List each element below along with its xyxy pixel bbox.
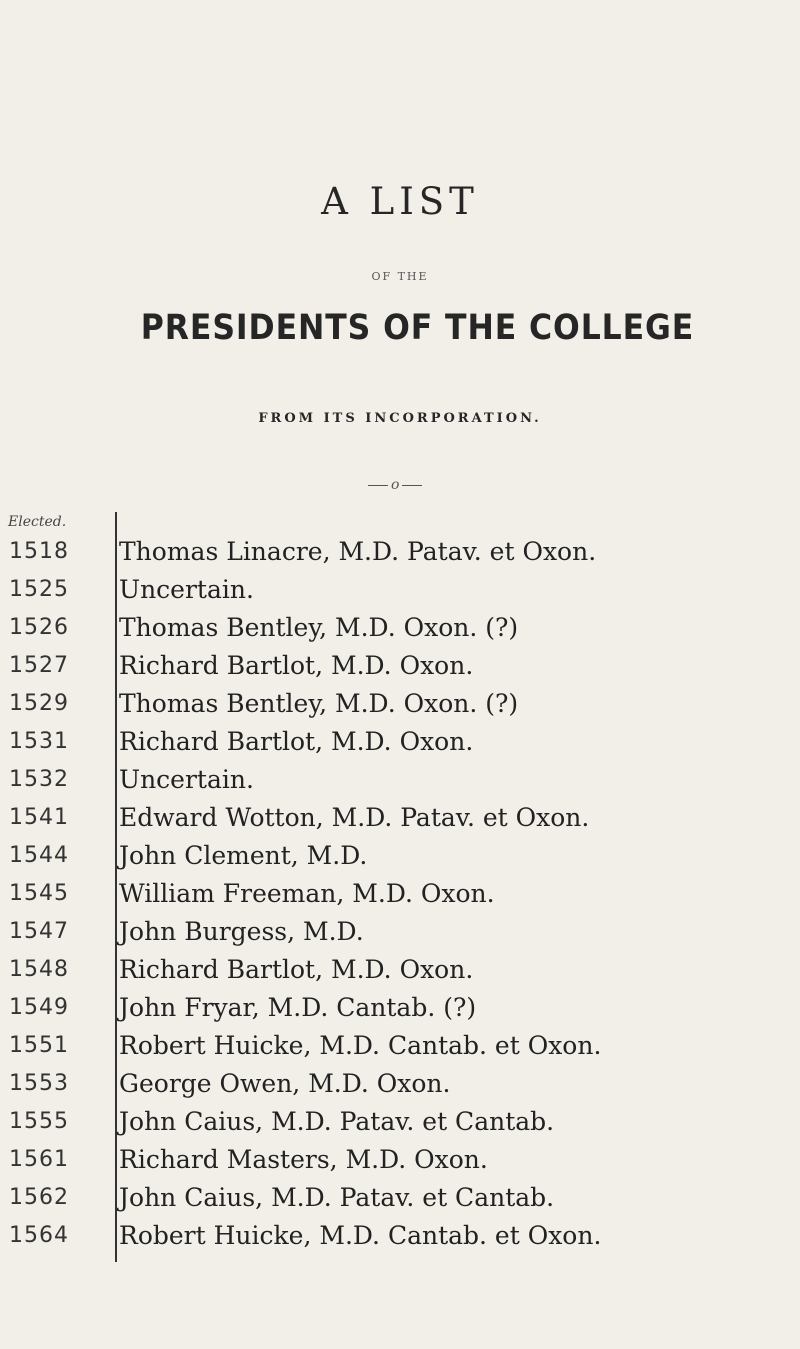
list-item	[0, 722, 800, 760]
list-item	[0, 760, 800, 798]
president-name: Thomas Bentley, M.D. Oxon. (?)	[119, 612, 519, 642]
list-item	[0, 836, 800, 874]
president-name: Uncertain.	[119, 574, 254, 604]
elected-year: 1532	[9, 766, 69, 792]
elected-year: 1529	[9, 690, 69, 716]
president-name: Uncertain.	[119, 764, 254, 794]
president-name: George Owen, M.D. Oxon.	[119, 1068, 451, 1098]
from-line: FROM ITS INCORPORATION.	[258, 411, 542, 426]
elected-year: 1525	[9, 576, 69, 602]
president-name: Richard Bartlot, M.D. Oxon.	[119, 954, 474, 984]
list-item	[0, 912, 800, 950]
presidents-list	[0, 532, 800, 1254]
divider-rule-left	[368, 485, 388, 486]
list-item	[0, 874, 800, 912]
elected-year: 1551	[9, 1032, 69, 1058]
page-title: A LIST	[321, 180, 479, 223]
elected-year: 1545	[9, 880, 69, 906]
list-item	[0, 1064, 800, 1102]
elected-year: 1541	[9, 804, 69, 830]
section-divider	[365, 477, 425, 493]
list-item	[0, 532, 800, 570]
elected-year: 1553	[9, 1070, 69, 1096]
list-item	[0, 798, 800, 836]
list-item	[0, 1026, 800, 1064]
elected-year: 1527	[9, 652, 69, 678]
list-item	[0, 1178, 800, 1216]
elected-year: 1544	[9, 842, 69, 868]
list-item	[0, 988, 800, 1026]
list-item	[0, 1140, 800, 1178]
list-item	[0, 684, 800, 722]
list-item	[0, 570, 800, 608]
divider-rule-right	[402, 485, 422, 486]
president-name: Richard Masters, M.D. Oxon.	[119, 1144, 488, 1174]
president-name: John Caius, M.D. Patav. et Cantab.	[119, 1182, 555, 1212]
elected-year: 1526	[9, 614, 69, 640]
elected-year: 1518	[9, 538, 69, 564]
president-name: Richard Bartlot, M.D. Oxon.	[119, 650, 474, 680]
elected-column-header: Elected.	[8, 514, 67, 530]
page-subtitle: PRESIDENTS OF THE COLLEGE	[140, 308, 695, 348]
president-name: Thomas Linacre, M.D. Patav. et Oxon.	[119, 536, 597, 566]
president-name: Robert Huicke, M.D. Cantab. et Oxon.	[119, 1220, 602, 1250]
list-item	[0, 950, 800, 988]
list-item	[0, 1216, 800, 1254]
elected-year: 1564	[9, 1222, 69, 1248]
list-item	[0, 608, 800, 646]
list-item	[0, 646, 800, 684]
divider-ornament: o	[391, 477, 400, 493]
president-name: William Freeman, M.D. Oxon.	[119, 878, 495, 908]
elected-year: 1562	[9, 1184, 69, 1210]
president-name: Robert Huicke, M.D. Cantab. et Oxon.	[119, 1030, 602, 1060]
of-the-line: OF THE	[371, 270, 429, 283]
elected-year: 1547	[9, 918, 69, 944]
elected-year: 1561	[9, 1146, 69, 1172]
president-name: Richard Bartlot, M.D. Oxon.	[119, 726, 474, 756]
elected-year: 1548	[9, 956, 69, 982]
president-name: John Caius, M.D. Patav. et Cantab.	[119, 1106, 555, 1136]
president-name: John Burgess, M.D.	[119, 916, 364, 946]
president-name: John Fryar, M.D. Cantab. (?)	[119, 992, 477, 1022]
list-item	[0, 1102, 800, 1140]
elected-year: 1549	[9, 994, 69, 1020]
elected-year: 1555	[9, 1108, 69, 1134]
president-name: Edward Wotton, M.D. Patav. et Oxon.	[119, 802, 590, 832]
president-name: Thomas Bentley, M.D. Oxon. (?)	[119, 688, 519, 718]
elected-year: 1531	[9, 728, 69, 754]
president-name: John Clement, M.D.	[119, 840, 368, 870]
